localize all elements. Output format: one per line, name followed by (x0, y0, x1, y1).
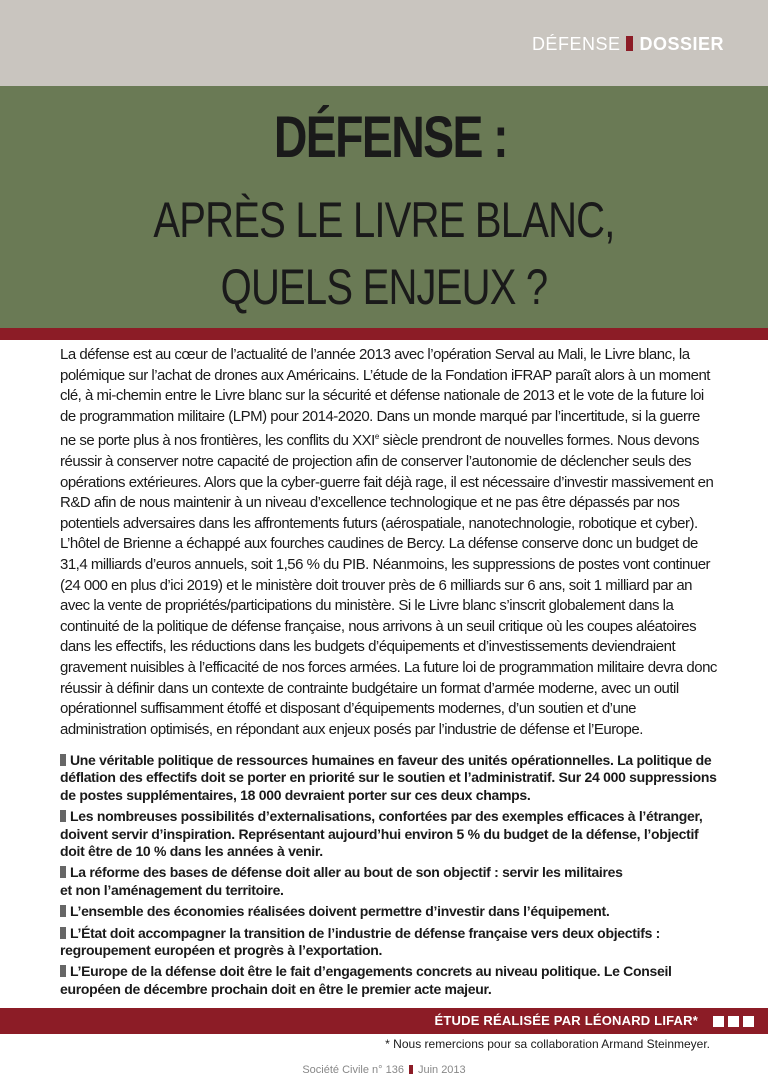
bullet-line: déflation des effectifs doit se porter en priorité sur le soutien et l’administratif. Sur 24 000 suppressions (60, 769, 717, 786)
decorative-squares (709, 1016, 754, 1027)
bullet-line: doit être de 10 % dans les années à venir. (60, 843, 323, 860)
title-line-2: APRÈS LE LIVRE BLANC, (153, 192, 615, 248)
intro-line: gravement nuisibles à l’efficacité de nos forces armées. La future loi de programmation militaire devra donc (60, 658, 717, 676)
intro-line-5-end: siècle prendront de nouvelles formes. Nous devons (378, 432, 700, 450)
square-icon (713, 1016, 724, 1027)
intro-line-5-start: ne se porte plus à nos frontières, les conflits du XXI (60, 432, 375, 450)
intro-line: opérations extérieures. Alors que la cyber-guerre fait déjà rage, il est nécessaire d’investir massivement en (60, 473, 714, 491)
list-item (60, 963, 700, 998)
square-icon (743, 1016, 754, 1027)
title-line-3: QUELS ENJEUX ? (220, 259, 548, 315)
bullet-marker-icon (60, 866, 66, 878)
intro-line: L’hôtel de Brienne a échappé aux fourches caudines de Bercy. La défense conserve donc un budget de (60, 535, 698, 553)
intro-line: administration optimisés, en répondant aux enjeux posés par l’industrie de défense et l’Europe. (60, 720, 643, 738)
bullet-text: Une véritable politique de ressources humaines en faveur des unités opérationnelles. La politique de (70, 752, 712, 768)
rubric-section: DÉFENSE (531, 34, 621, 54)
bullet-marker-icon (60, 810, 66, 822)
publication-name: Société Civile n° 136 (302, 1064, 404, 1076)
intro-line: de programmation militaire (LPM) pour 2014-2020. Dans un monde marqué par l’incertitude, si la guerre (60, 407, 700, 425)
bullet-line (60, 963, 700, 980)
footer-separator (409, 1065, 413, 1074)
bullet-marker-icon (60, 905, 66, 917)
bullet-line: de postes supplémentaires, 18 000 devraient porter sur ces deux champs. (60, 786, 531, 803)
intro-line: continuité de la politique de défense française, nous arrivons à un seuil critique où les coupes aléatoires (60, 617, 697, 635)
list-item (60, 864, 700, 899)
century-superscript: e (374, 432, 379, 442)
bullet-text: L’Europe de la défense doit être le fait d’engagements concrets au niveau politique. Le Conseil (70, 963, 672, 980)
intro-paragraph (60, 345, 717, 740)
study-credit: ÉTUDE RÉALISÉE PAR LÉONARD LIFAR* (434, 1013, 698, 1028)
intro-line: polémique sur l’achat de drones aux Américains. L’étude de la Fondation iFRAP paraît alors à un moment (60, 366, 710, 384)
bullet-line (60, 808, 703, 825)
bullet-text: L’État doit accompagner la transition de l’industrie de défense française vers deux objectifs : (70, 924, 661, 941)
bullet-text: Les nombreuses possibilités d’externalisations, confortées par des exemples efficaces à l’étranger, (70, 808, 703, 825)
bullet-line: doivent servir d’inspiration. Représentant aujourd’hui environ 5 % du budget de la défense, l’objectif (60, 825, 699, 842)
top-bar (0, 0, 768, 86)
credit-bar (0, 1008, 768, 1034)
bullet-marker-icon (60, 754, 66, 766)
bullet-line: européen de décembre prochain doit en être le premier acte majeur. (60, 980, 492, 997)
bullet-line (60, 925, 700, 942)
intro-line: La défense est au cœur de l’actualité de l’année 2013 avec l’opération Serval au Mali, le Livre blanc, la (60, 346, 690, 363)
rubric-type: DOSSIER (639, 34, 724, 54)
bullet-line: regroupement européen et progrès à l’exportation. (60, 942, 383, 959)
intro-line: 31,4 milliards d’euros annuels, soit 1,56 % du PIB. Néanmoins, les suppressions de postes vont continuer (60, 555, 711, 573)
accent-rule (0, 328, 768, 340)
bullet-line: et non l’aménagement du territoire. (60, 881, 284, 898)
intro-line: opérationnel suffisamment étoffé et disposant d’équipements modernes, d’un soutien et d’une (60, 700, 637, 718)
section-rubric (532, 34, 724, 55)
bullet-text: L’ensemble des économies réalisées doivent permettre d’investir dans l’équipement. (70, 903, 610, 920)
list-item (60, 752, 717, 804)
intro-line: (24 000 en plus d’ici 2019) et le ministère doit trouver près de 6 milliards sur 6 ans, soit 1 milliard par an (60, 576, 692, 594)
intro-line: réussir à définir dans un contexte de contrainte budgétaire un format d’armée moderne, avec un outil (60, 679, 679, 697)
title-line-1: DÉFENSE : (273, 105, 507, 170)
bullet-line (60, 752, 712, 769)
intro-line: avec la vente de propriétés/participations du ministère. Si le Livre blanc s’inscrit globalement dans la (60, 597, 674, 615)
intro-line: dans les effectifs, les réductions dans les budgets d’équipements et d’investissements deviendraient (60, 638, 676, 656)
page-footer (0, 1064, 768, 1076)
intro-line: R&D afin de nous maintenir à un niveau d’excellence technologique et ne pas être dépassés par nos (60, 494, 680, 512)
recommendations-list (60, 752, 717, 1002)
bullet-line (60, 903, 700, 920)
list-item (60, 808, 703, 860)
bullet-marker-icon (60, 927, 66, 939)
bullet-marker-icon (60, 965, 66, 977)
publication-date: Juin 2013 (417, 1064, 466, 1076)
intro-line: potentiels adversaires dans les affrontements futurs (aérospatiale, nanotechnologie, robotique et cyber). (60, 514, 698, 532)
intro-line: clé, à mi-chemin entre le Livre blanc sur la sécurité et défense nationale de 2013 et le vote de la future loi (60, 387, 704, 405)
list-item (60, 903, 700, 920)
acknowledgement-note: * Nous remercions pour sa collaboration Armand Steinmeyer. (385, 1037, 710, 1051)
bullet-line (60, 864, 700, 881)
intro-line (60, 427, 700, 452)
intro-line: réussir à conserver notre capacité de projection afin de conserver l’autonomie de déclencher seuls des (60, 452, 692, 470)
square-icon (728, 1016, 739, 1027)
bullet-text: La réforme des bases de défense doit aller au bout de son objectif : servir les militaires (70, 864, 623, 881)
rubric-separator (626, 36, 633, 51)
list-item (60, 925, 700, 960)
title-banner (0, 86, 768, 328)
